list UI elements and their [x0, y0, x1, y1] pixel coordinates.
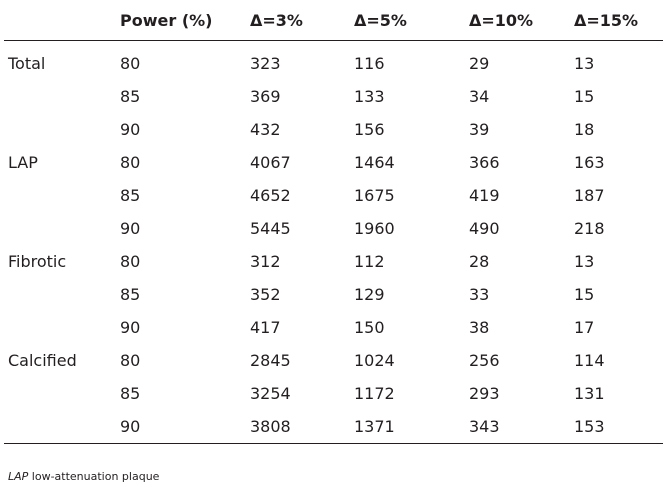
header-corner	[4, 0, 120, 41]
sample-size-table	[4, 0, 663, 444]
table-row	[4, 311, 663, 344]
table-row	[4, 179, 663, 212]
sample-size-cell: 18	[574, 120, 595, 139]
power-cell: 90	[120, 219, 141, 238]
table-row	[4, 278, 663, 311]
table-row	[4, 80, 663, 113]
sample-size-cell: 4652	[250, 186, 291, 205]
group-label-cell: Calcified	[8, 351, 77, 370]
sample-size-cell: 1172	[354, 384, 395, 403]
group-label-cell	[4, 80, 120, 113]
sample-size-cell: 1024	[354, 351, 395, 370]
sample-size-cell: 17	[574, 318, 595, 337]
power-cell: 90	[120, 318, 141, 337]
table-row	[4, 377, 663, 410]
group-label-cell	[4, 113, 120, 146]
header-power: Power (%)	[120, 0, 250, 41]
header-delta-10: Δ=10%	[469, 0, 574, 41]
table-row	[4, 245, 663, 278]
footnote-abbreviation: LAP	[8, 470, 29, 483]
power-cell: 90	[120, 120, 141, 139]
group-label-cell: Fibrotic	[8, 252, 67, 271]
table-row	[4, 212, 663, 245]
sample-size-cell: 13	[574, 252, 595, 271]
sample-size-cell: 312	[250, 252, 281, 271]
power-cell: 85	[120, 186, 141, 205]
sample-size-cell: 1960	[354, 219, 395, 238]
sample-size-cell: 131	[574, 384, 605, 403]
sample-size-cell: 1371	[354, 410, 469, 444]
sample-size-cell: 417	[250, 318, 281, 337]
sample-size-cell: 116	[354, 54, 385, 73]
group-label-cell	[4, 410, 120, 444]
table-row	[4, 113, 663, 146]
table-header-row	[4, 0, 663, 41]
power-cell: 80	[120, 153, 141, 172]
sample-size-cell: 33	[469, 285, 490, 304]
sample-size-cell: 256	[469, 351, 500, 370]
table-footnote	[8, 470, 159, 483]
table-row	[4, 344, 663, 377]
sample-size-cell: 129	[354, 285, 385, 304]
sample-size-cell: 490	[469, 219, 500, 238]
table-body	[4, 41, 663, 444]
sample-size-cell: 293	[469, 384, 500, 403]
sample-size-cell: 39	[469, 120, 490, 139]
sample-size-cell: 3808	[250, 410, 354, 444]
sample-size-cell: 218	[574, 219, 605, 238]
table-row	[4, 146, 663, 179]
sample-size-cell: 38	[469, 318, 490, 337]
power-cell: 85	[120, 285, 141, 304]
header-delta-15: Δ=15%	[574, 0, 663, 41]
header-delta-3: Δ=3%	[250, 0, 354, 41]
group-label-cell	[4, 377, 120, 410]
sample-size-cell: 366	[469, 153, 500, 172]
sample-size-cell: 1675	[354, 186, 395, 205]
group-label-cell	[4, 278, 120, 311]
power-cell: 90	[120, 410, 250, 444]
group-label-cell: Total	[8, 54, 46, 73]
power-cell: 80	[120, 252, 141, 271]
sample-size-cell: 1464	[354, 153, 395, 172]
power-cell: 80	[120, 54, 141, 73]
sample-size-cell: 369	[250, 87, 281, 106]
sample-size-cell: 187	[574, 186, 605, 205]
sample-size-cell: 156	[354, 120, 385, 139]
sample-size-cell: 153	[574, 410, 663, 444]
sample-size-cell: 2845	[250, 351, 291, 370]
sample-size-cell: 163	[574, 153, 605, 172]
table-row	[4, 41, 663, 81]
table-row	[4, 410, 663, 444]
sample-size-cell: 4067	[250, 153, 291, 172]
sample-size-cell: 352	[250, 285, 281, 304]
sample-size-cell: 112	[354, 252, 385, 271]
group-label-cell	[4, 212, 120, 245]
sample-size-cell: 419	[469, 186, 500, 205]
power-cell: 85	[120, 384, 141, 403]
header-delta-5: Δ=5%	[354, 0, 469, 41]
sample-size-cell: 133	[354, 87, 385, 106]
sample-size-cell: 150	[354, 318, 385, 337]
sample-size-cell: 13	[574, 54, 595, 73]
footnote-text: low-attenuation plaque	[31, 470, 160, 483]
sample-size-cell: 323	[250, 54, 281, 73]
group-label-cell	[4, 311, 120, 344]
sample-size-cell: 15	[574, 285, 595, 304]
sample-size-cell: 343	[469, 410, 574, 444]
sample-size-cell: 3254	[250, 384, 291, 403]
group-label-cell: LAP	[8, 153, 38, 172]
group-label-cell	[4, 179, 120, 212]
sample-size-cell: 114	[574, 351, 605, 370]
sample-size-cell: 5445	[250, 219, 291, 238]
power-cell: 85	[120, 87, 141, 106]
sample-size-cell: 15	[574, 87, 595, 106]
sample-size-cell: 29	[469, 54, 490, 73]
sample-size-cell: 28	[469, 252, 490, 271]
sample-size-cell: 34	[469, 87, 490, 106]
sample-size-cell: 432	[250, 120, 281, 139]
power-cell: 80	[120, 351, 141, 370]
